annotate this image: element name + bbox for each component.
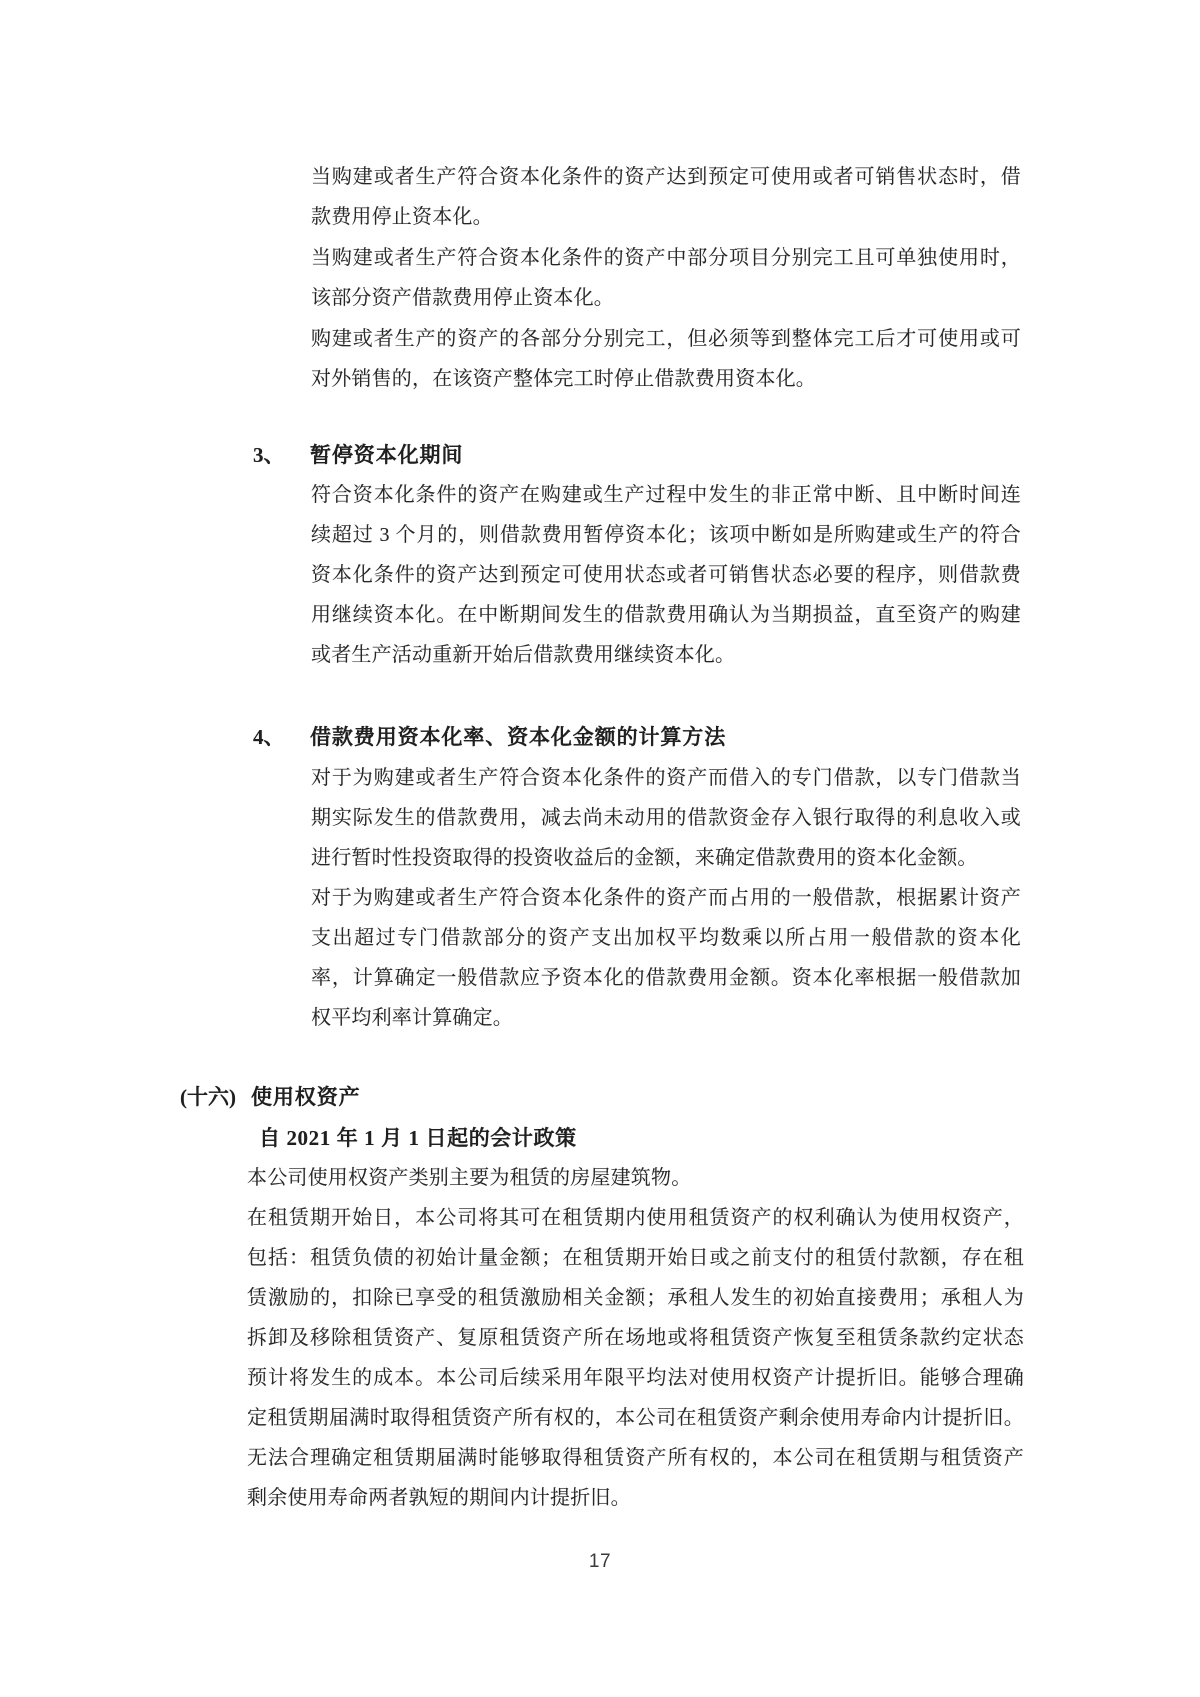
section-3-title: 暂停资本化期间 <box>310 443 464 467</box>
paragraph-line: 赁激励的，扣除已享受的租赁激励相关金额；承租人发生的初始直接费用；承租人为 <box>247 1287 1024 1309</box>
paragraph-line: 支出超过专门借款部分的资产支出加权平均数乘以所占用一般借款的资本化 <box>311 927 1021 949</box>
paragraph-line: 剩余使用寿命两者孰短的期间内计提折旧。 <box>247 1487 631 1509</box>
paragraph-line: 期实际发生的借款费用，减去尚未动用的借款资金存入银行取得的利息收入或 <box>311 807 1021 829</box>
page-number: 17 <box>588 1551 612 1572</box>
section-16-title: 使用权资产 <box>251 1085 361 1109</box>
section-4-number: 4、 <box>253 725 285 749</box>
paragraph-line: 进行暂时性投资取得的投资收益后的金额，来确定借款费用的资本化金额。 <box>311 847 978 869</box>
paragraph-line: 率，计算确定一般借款应予资本化的借款费用金额。资本化率根据一般借款加 <box>311 967 1021 989</box>
paragraph-line: 对于为购建或者生产符合资本化条件的资产而借入的专门借款，以专门借款当 <box>311 767 1021 789</box>
paragraph-line: 符合资本化条件的资产在购建或生产过程中发生的非正常中断、且中断时间连 <box>311 484 1021 506</box>
paragraph-line: 当购建或者生产符合资本化条件的资产中部分项目分别完工且可单独使用时， <box>311 246 1021 269</box>
paragraph-line: 在租赁期开始日，本公司将其可在租赁期内使用租赁资产的权利确认为使用权资产， <box>247 1207 1024 1229</box>
paragraph-line: 续超过 3 个月的，则借款费用暂停资本化；该项中断如是所购建或生产的符合 <box>311 524 1021 546</box>
paragraph-line: 用继续资本化。在中断期间发生的借款费用确认为当期损益，直至资产的购建 <box>311 604 1021 626</box>
section-4-heading <box>253 717 726 757</box>
paragraph-line: 当购建或者生产符合资本化条件的资产达到预定可使用或者可销售状态时，借 <box>311 166 1021 188</box>
section-3-heading <box>253 435 463 475</box>
paragraph-line: 包括：租赁负债的初始计量金额；在租赁期开始日或之前支付的租赁付款额，存在租 <box>247 1247 1024 1269</box>
paragraph-line: 预计将发生的成本。本公司后续采用年限平均法对使用权资产计提折旧。能够合理确 <box>247 1367 1024 1389</box>
paragraph-line: 拆卸及移除租赁资产、复原租赁资产所在场地或将租赁资产恢复至租赁条款约定状态 <box>247 1327 1024 1349</box>
paragraph-line: 定租赁期届满时取得租赁资产所有权的，本公司在租赁资产剩余使用寿命内计提折旧。 <box>247 1407 1024 1429</box>
section-3-number: 3、 <box>253 443 285 467</box>
paragraph-line: 购建或者生产的资产的各部分分别完工，但必须等到整体完工后才可使用或可 <box>311 327 1021 350</box>
paragraph-line: 该部分资产借款费用停止资本化。 <box>311 287 614 310</box>
paragraph-capitalization-rate-calculation <box>311 758 1021 1038</box>
section-16-number: (十六) <box>180 1085 236 1109</box>
paragraph-line: 款费用停止资本化。 <box>311 206 493 229</box>
paragraph-line: 资本化条件的资产达到预定可使用状态或者可销售状态必要的程序，则借款费 <box>311 564 1021 586</box>
paragraph-line: 对外销售的，在该资产整体完工时停止借款费用资本化。 <box>311 368 816 391</box>
paragraph-line: 无法合理确定租赁期届满时能够取得租赁资产所有权的，本公司在租赁期与租赁资产 <box>247 1447 1024 1469</box>
paragraph-line: 对于为购建或者生产符合资本化条件的资产而占用的一般借款，根据累计资产 <box>311 887 1021 909</box>
paragraph-line: 本公司使用权资产类别主要为租赁的房屋建筑物。 <box>247 1167 692 1189</box>
paragraph-borrowing-costs-cessation <box>311 157 1021 399</box>
paragraph-line: 权平均利率计算确定。 <box>311 1007 513 1029</box>
section-16-heading <box>180 1077 361 1117</box>
paragraph-right-of-use-assets <box>247 1158 1024 1518</box>
section-16-subheading: 自 2021 年 1 月 1 日起的会计政策 <box>259 1126 577 1150</box>
section-4-title: 借款费用资本化率、资本化金额的计算方法 <box>310 725 727 749</box>
paragraph-line: 或者生产活动重新开始后借款费用继续资本化。 <box>311 644 736 666</box>
paragraph-suspension-of-capitalization <box>311 475 1021 675</box>
